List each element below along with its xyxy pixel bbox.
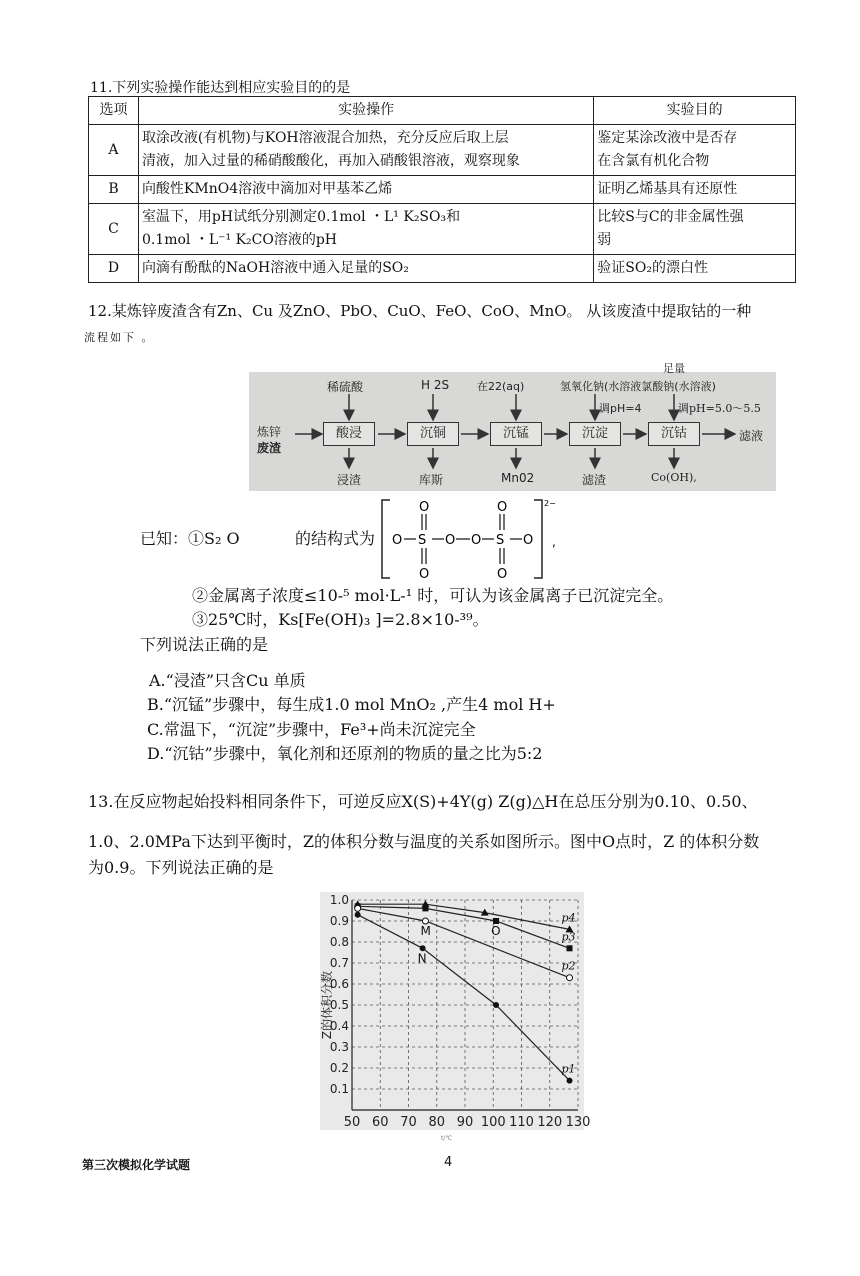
table-row <box>89 176 796 204</box>
y-tick-label: 0.3 <box>329 1040 349 1054</box>
q13-line2: 1.0、2.0MPa下达到平衡时，Z的体积分数与温度的关系如图所示。图中O点时，Z 的体积分数 <box>88 832 760 851</box>
table-row <box>89 125 796 176</box>
flow-reagent-2: H 2S <box>421 378 450 392</box>
series-line-p4 <box>358 904 570 929</box>
atom-o-top-2: O <box>497 500 508 515</box>
process-flowchart <box>249 362 776 491</box>
table-row <box>89 204 796 255</box>
header-operation: 实验操作 <box>138 97 593 125</box>
flow-output: 滤液 <box>739 429 764 443</box>
flow-condition-2: 调pH=5.0～5.5 <box>678 402 761 415</box>
table-row <box>89 255 796 283</box>
flow-product-2: 库斯 <box>419 473 444 487</box>
row-goal <box>594 255 796 283</box>
x-tick-label: 100 <box>480 1115 506 1130</box>
series-label-p1: p1 <box>561 1062 576 1076</box>
data-point-p1 <box>355 912 361 918</box>
row-goal <box>594 176 796 204</box>
known-mid: 的结构式为 <box>295 529 376 548</box>
flow-feed <box>257 424 281 456</box>
y-tick-label: 0.8 <box>329 935 349 949</box>
flow-product-3: Mn02 <box>501 471 535 485</box>
row-option: A <box>89 125 139 176</box>
row-operation <box>138 255 593 283</box>
atom-o-top-1: O <box>419 500 430 515</box>
atom-o-bridge-2: O <box>471 533 482 548</box>
series-label-p2: p2 <box>561 959 576 973</box>
goal-line: 弱 <box>597 232 612 248</box>
footer-title: 第三次模拟化学试题 <box>82 1158 191 1172</box>
goal-line: 验证SO₂的漂白性 <box>597 260 708 276</box>
flow-reagent-5: 足量 <box>663 362 685 375</box>
known-prefix: 已知：①S₂ O <box>140 529 240 548</box>
y-tick-label: 0.6 <box>329 977 349 991</box>
row-operation <box>138 125 593 176</box>
op-line: 室温下，用pH试纸分别测定0.1mol ・L¹ K₂SO₃和 <box>141 209 461 225</box>
q12-stem-line1: 12.某炼锌废渣含有Zn、Cu 及ZnO、PbO、CuO、FeO、CoO、MnO。 从该废渣中提取钴的一种 <box>88 302 752 320</box>
chart-plot-area <box>320 892 591 1130</box>
z-fraction-vs-temperature-chart <box>320 892 591 1130</box>
flow-step-copper: 沉铜 <box>407 422 459 446</box>
q11-table <box>88 96 796 283</box>
atom-o-bridge-1: O <box>445 533 456 548</box>
row-goal <box>594 125 796 176</box>
x-tick-label: 70 <box>400 1115 417 1130</box>
flow-product-1: 浸渣 <box>337 473 362 487</box>
flow-reagent-1: 稀硫酸 <box>327 380 364 394</box>
op-line: 向酸性KMnO4溶液中滴加对甲基苯乙烯 <box>141 181 393 197</box>
q13-line1: 13.在反应物起始投料相同条件下，可逆反应X(S)+4Y(g) Z(g)△H在总压分别为0.10、0.50、 <box>88 792 758 811</box>
op-line: 清液，加入过量的稀硝酸酸化，再加入硝酸银溶液，观察现象 <box>141 153 520 169</box>
table-header-row <box>89 97 796 125</box>
q12-option-d: D.“沉钴”步骤中，氧化剂和还原剂的物质的量之比为5:2 <box>147 744 543 763</box>
chart-x-axis-label: t/℃ <box>441 1135 453 1142</box>
ion-charge: 2− <box>544 499 556 508</box>
flow-product-4: 滤渣 <box>582 473 607 487</box>
known-2: ②金属离子浓度≤10-⁵ mol·L-¹ 时，可认为该金属离子已沉淀完全。 <box>192 586 674 605</box>
y-tick-label: 0.1 <box>329 1082 349 1096</box>
point-label-N: N <box>417 951 427 966</box>
row-operation <box>138 176 593 204</box>
q12-option-a: A.“浸渣”只含Cu 单质 <box>149 671 306 690</box>
x-tick-label: 80 <box>428 1115 446 1130</box>
atom-o-bottom-2: O <box>497 567 508 582</box>
row-option: D <box>89 255 139 283</box>
flow-step-acid-leach: 酸浸 <box>323 422 375 446</box>
x-tick-label: 130 <box>565 1115 591 1130</box>
atom-o-right: O <box>523 533 534 548</box>
atom-o-left: O <box>392 533 403 548</box>
op-line: 0.1mol ・L⁻¹ K₂CO溶液的pH <box>141 232 338 248</box>
y-tick-label: 0.7 <box>329 956 349 970</box>
row-goal <box>594 204 796 255</box>
y-tick-label: 0.2 <box>329 1061 349 1075</box>
atom-o-bottom-1: O <box>419 567 430 582</box>
struct-comma: , <box>552 535 556 549</box>
x-tick-label: 60 <box>371 1115 389 1130</box>
flow-step-cobalt: 沉钴 <box>648 422 700 446</box>
atom-s-1: S <box>418 533 427 548</box>
data-point-p3 <box>422 905 428 911</box>
op-line: 取涂改液(有机物)与KOH溶液混合加热，充分反应后取上层 <box>141 130 509 146</box>
flow-condition-1: 调pH=4 <box>599 402 642 415</box>
flow-step-precipitate: 沉淀 <box>569 422 621 446</box>
op-line: 向滴有酚酞的NaOH溶液中通入足量的SO₂ <box>141 260 409 276</box>
point-label-M: M <box>420 924 431 938</box>
q11-title: 11.下列实验操作能达到相应实验目的的是 <box>90 80 351 96</box>
x-tick-label: 120 <box>537 1115 563 1130</box>
y-axis-label: Z的体积分数 <box>320 970 334 1040</box>
series-label-p4: p4 <box>561 911 576 925</box>
header-option: 选项 <box>89 97 139 125</box>
goal-line: 比较S与C的非金属性强 <box>597 209 744 225</box>
flow-reagent-3: 在22(aq) <box>477 380 525 393</box>
point-label-O: O <box>491 924 501 938</box>
y-tick-label: 0.4 <box>329 1019 349 1033</box>
flow-product-5: Co(OH), <box>651 471 697 484</box>
q13-line3: 为0.9。下列说法正确的是 <box>88 858 274 877</box>
series-line-p1 <box>358 915 570 1081</box>
data-point-p3 <box>567 945 573 951</box>
goal-line: 鉴定某涂改液中是否存 <box>597 130 738 146</box>
q12-option-b: B.“沉锰”步骤中，每生成1.0 mol MnO₂ ,产生4 mol H+ <box>147 695 556 714</box>
data-point-p2 <box>355 905 361 911</box>
x-tick-label: 110 <box>509 1115 534 1130</box>
y-tick-label: 0.5 <box>329 998 349 1012</box>
flow-feed-line: 废渣 <box>257 441 282 455</box>
q12-question: 下列说法正确的是 <box>140 635 269 654</box>
s2o8-structure <box>378 496 568 582</box>
row-option: C <box>89 204 139 255</box>
row-operation <box>138 204 593 255</box>
series-line-p2 <box>358 908 570 977</box>
x-tick-label: 50 <box>343 1115 361 1130</box>
x-tick-label: 90 <box>456 1115 474 1130</box>
flow-step-manganese: 沉锰 <box>490 422 542 446</box>
q12-stem-line2: 流程如下 。 <box>84 331 155 344</box>
atom-s-2: S <box>496 533 505 548</box>
flow-feed-line: 炼锌 <box>257 425 282 439</box>
data-point-p1 <box>567 1078 573 1084</box>
y-tick-label: 0.9 <box>329 914 349 928</box>
goal-line: 在含氯有机化合物 <box>597 153 710 169</box>
data-point-p2 <box>567 975 573 981</box>
y-tick-label: 1.0 <box>329 893 349 907</box>
row-option: B <box>89 176 139 204</box>
page-number: 4 <box>444 1155 453 1170</box>
known-3: ③25℃时，Ks[Fe(OH)₃ ]=2.8×10-³⁹。 <box>192 610 489 629</box>
q12-option-c: C.常温下，“沉淀”步骤中，Fe³+尚未沉淀完全 <box>147 720 476 739</box>
series-label-p3: p3 <box>561 930 576 944</box>
flow-reagent-4: 氢氧化钠(水溶液氯酸钠(水溶液) <box>560 380 716 393</box>
header-goal: 实验目的 <box>594 97 796 125</box>
goal-line: 证明乙烯基具有还原性 <box>597 181 738 197</box>
data-point-p1 <box>493 1002 499 1008</box>
